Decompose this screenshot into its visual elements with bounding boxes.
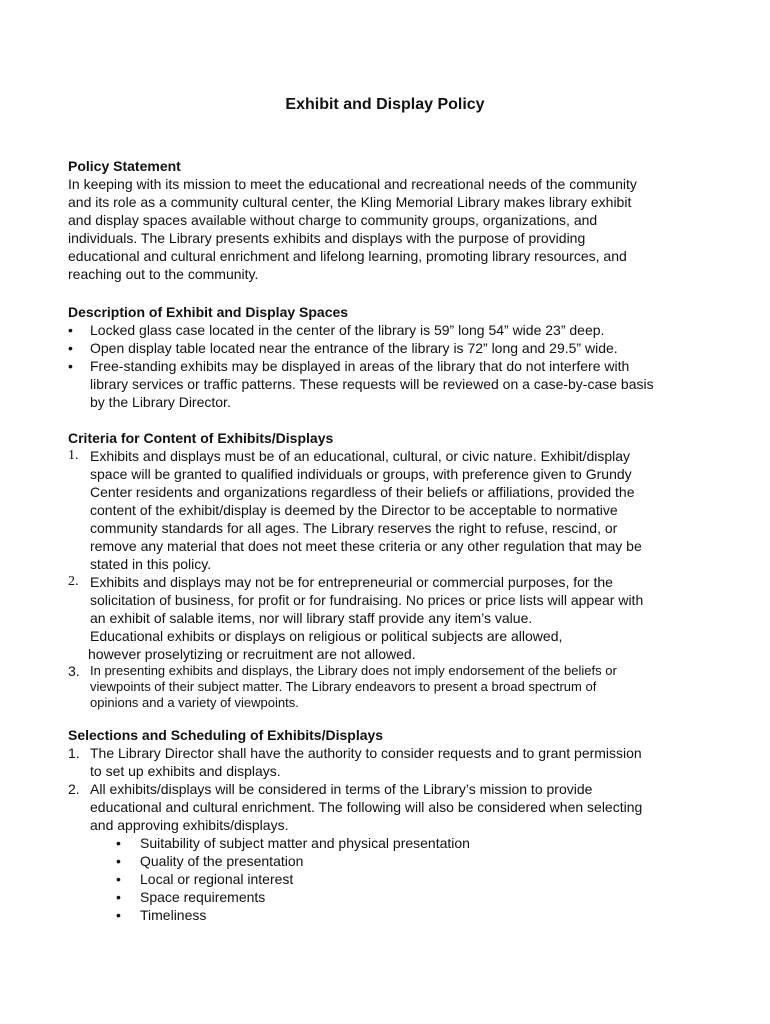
text-line: an exhibit of salable items, nor will library staff provide any item’s value.	[90, 610, 533, 626]
text-line: educational and cultural enrichment. The following will also be considered when selecting	[90, 799, 643, 815]
text-line: educational and cultural enrichment and lifelong learning, promoting library resources, and	[68, 248, 627, 264]
selection-factors-list	[68, 834, 708, 924]
bullet-marker: •	[116, 853, 121, 869]
list-item	[116, 834, 708, 852]
text-line: Suitability of subject matter and physical presentation	[140, 835, 470, 851]
text-line: and display spaces available without charge to community groups, organizations, and	[68, 212, 598, 228]
spaces-list	[68, 321, 708, 411]
text-line: Locked glass case located in the center of the library is 59” long 54” wide 23” deep.	[90, 322, 605, 338]
selections-heading: Selections and Scheduling of Exhibits/Displays	[68, 727, 384, 743]
text-line: Educational exhibits or displays on religious or political subjects are allowed,	[90, 628, 563, 644]
policy-statement-heading: Policy Statement	[68, 158, 181, 174]
list-item	[116, 906, 708, 924]
text-line: space will be granted to qualified individuals or groups, with preference given to Grundy	[90, 466, 632, 482]
text-line: Quality of the presentation	[140, 853, 304, 869]
bullet-marker: •	[68, 340, 73, 356]
list-item	[116, 852, 708, 870]
criteria-section	[68, 429, 708, 711]
bullet-marker: •	[68, 358, 73, 374]
selections-list	[68, 744, 708, 834]
text-line: Exhibits and displays may not be for entrepreneurial or commercial purposes, for the	[90, 574, 613, 590]
spaces-heading: Description of Exhibit and Display Spaces	[68, 304, 349, 320]
list-number: 2.	[68, 574, 79, 589]
bullet-marker: •	[116, 871, 121, 887]
text-line: opinions and a variety of viewpoints.	[90, 695, 299, 710]
text-line: content of the exhibit/display is deemed by the Director to be acceptable to normative	[90, 502, 618, 518]
text-line: and its role as a community cultural center, the Kling Memorial Library makes library exhibit	[68, 194, 632, 210]
policy-statement-text	[68, 175, 708, 283]
text-line: Exhibits and displays must be of an educational, cultural, or civic nature. Exhibit/display	[90, 448, 631, 464]
list-item	[68, 744, 708, 780]
criteria-list	[68, 447, 708, 711]
text-line: In keeping with its mission to meet the educational and recreational needs of the community	[68, 176, 637, 192]
text-line: stated in this policy.	[90, 556, 212, 572]
list-number: 1.	[68, 745, 80, 761]
list-item	[116, 870, 708, 888]
text-line: solicitation of business, for profit or for fundraising. No prices or price lists will appear with	[90, 592, 644, 608]
criteria-heading: Criteria for Content of Exhibits/Displays	[68, 430, 334, 446]
spaces-section	[68, 303, 708, 411]
list-item	[116, 888, 708, 906]
text-line: Local or regional interest	[140, 871, 294, 887]
text-line: to set up exhibits and displays.	[90, 763, 281, 779]
bullet-marker: •	[116, 889, 121, 905]
text-line: Free-standing exhibits may be displayed in areas of the library that do not interfere with	[90, 358, 630, 374]
list-item	[68, 321, 708, 339]
text-line: Space requirements	[140, 889, 266, 905]
policy-statement-section	[68, 157, 708, 283]
text-line: reaching out to the community.	[68, 266, 259, 282]
list-item	[68, 780, 708, 834]
list-item	[68, 339, 708, 357]
text-line: library services or traffic patterns. These requests will be reviewed on a case-by-case basis	[90, 376, 654, 392]
bullet-marker: •	[116, 835, 121, 851]
list-number: 1.	[68, 448, 79, 463]
text-line: individuals. The Library presents exhibits and displays with the purpose of providing	[68, 230, 586, 246]
text-line: however proselytizing or recruitment are not allowed.	[88, 646, 416, 662]
bullet-marker: •	[68, 322, 73, 338]
text-line: by the Library Director.	[90, 394, 231, 410]
text-line: viewpoints of their subject matter. The Library endeavors to present a broad spectrum of	[90, 679, 597, 694]
text-line: Timeliness	[140, 907, 207, 923]
list-item	[68, 447, 708, 573]
list-item	[68, 357, 708, 411]
list-item	[68, 663, 708, 711]
list-item	[68, 573, 708, 663]
text-line: The Library Director shall have the authority to consider requests and to grant permission	[90, 745, 642, 761]
text-line: remove any material that does not meet these criteria or any other regulation that may be	[90, 538, 642, 554]
text-line: Open display table located near the entrance of the library is 72” long and 29.5” wide.	[90, 340, 618, 356]
bullet-marker: •	[116, 907, 121, 923]
text-line: All exhibits/displays will be considered in terms of the Library’s mission to provide	[90, 781, 593, 797]
page-title: Exhibit and Display Policy	[285, 96, 485, 113]
text-line: community standards for all ages. The Library reserves the right to refuse, rescind, or	[90, 520, 618, 536]
text-line: In presenting exhibits and displays, the Library does not imply endorsement of the beliefs or	[90, 663, 617, 678]
text-line: and approving exhibits/displays.	[90, 817, 289, 833]
text-line: Center residents and organizations regardless of their beliefs or affiliations, provided the	[90, 484, 635, 500]
list-number: 2.	[68, 781, 80, 797]
list-number: 3.	[68, 663, 80, 679]
selections-section	[68, 726, 708, 924]
